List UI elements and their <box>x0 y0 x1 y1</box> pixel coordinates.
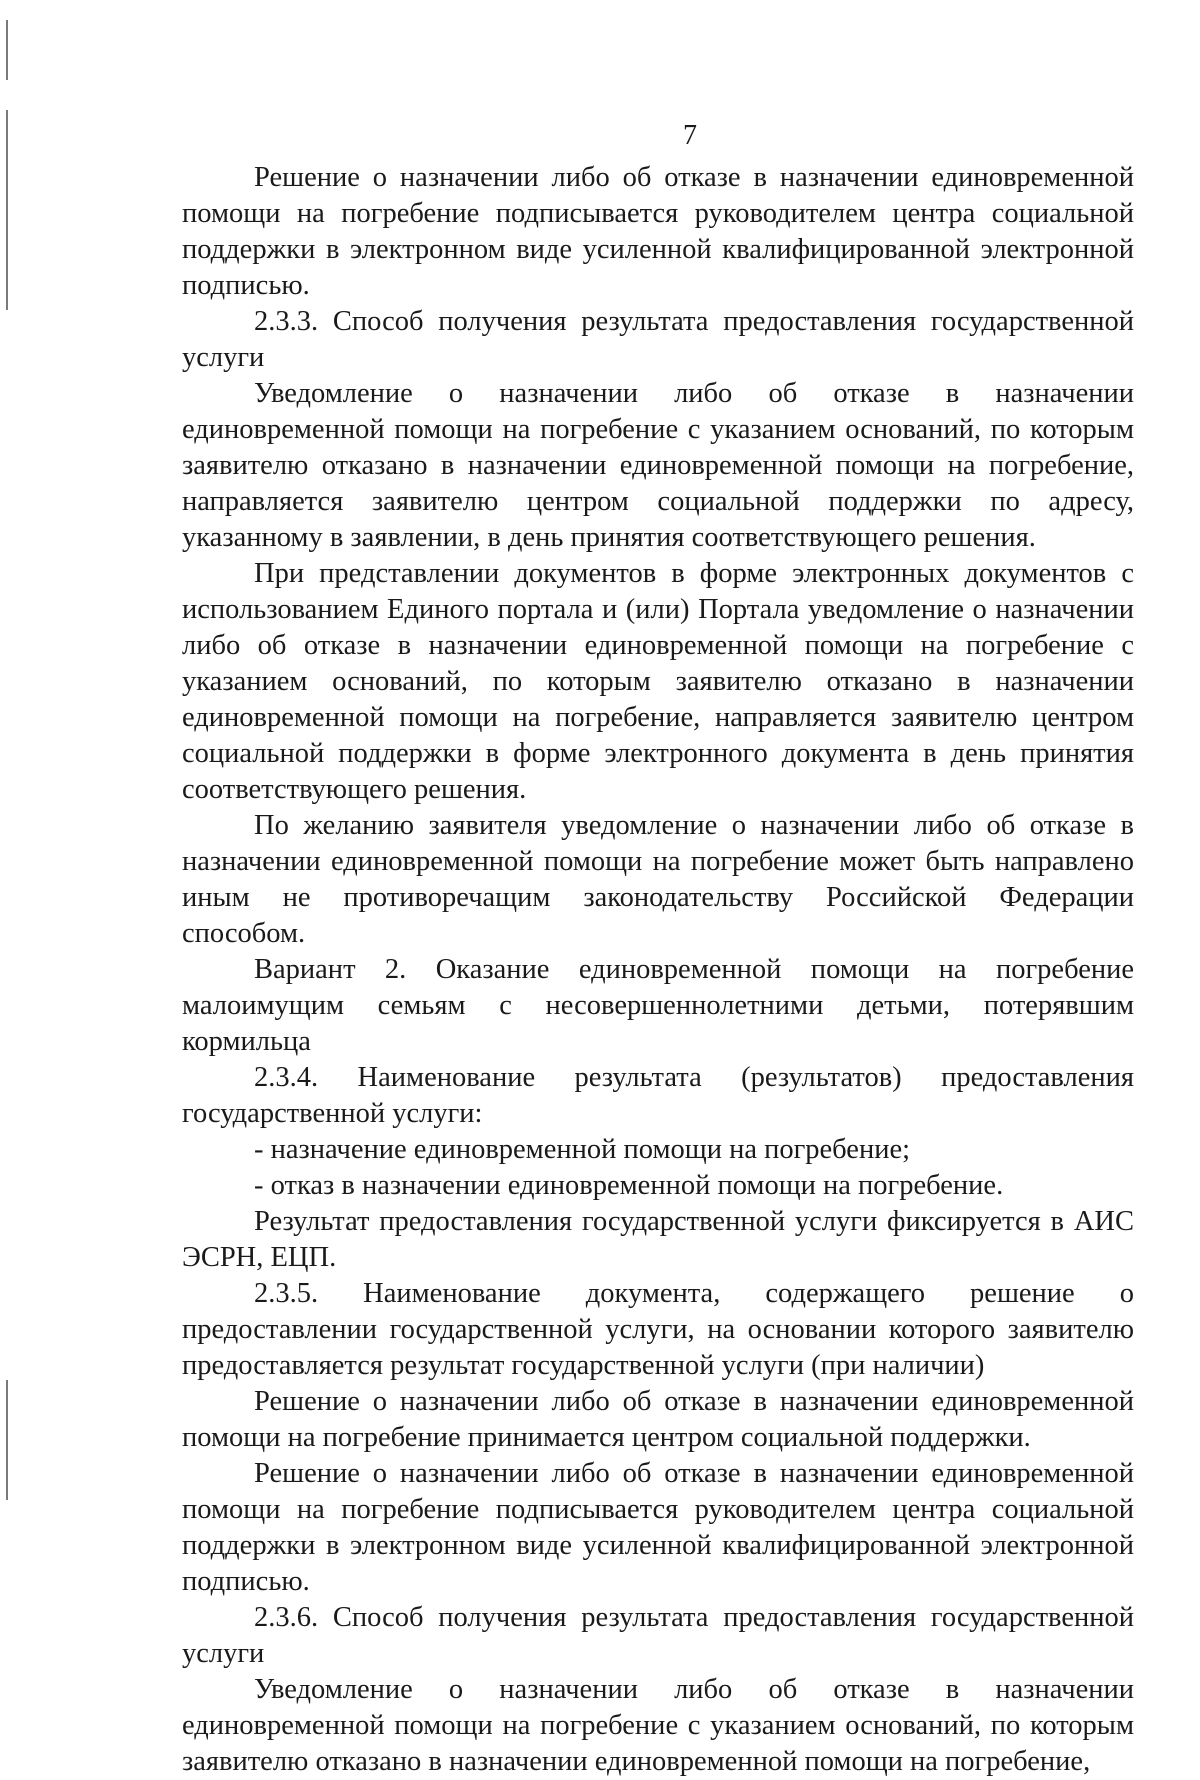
list-item: - отказ в назначении единовременной помощи на погребение. <box>254 1170 1004 1201</box>
paragraph: Результат предоставления государственной услуги фиксируется в АИС ЭСРН, ЕЦП. <box>182 1206 1134 1273</box>
paragraph: По желанию заявителя уведомление о назначении либо об отказе в назначении единовременной помощи на погребение может быть направлено иным не противоречащим законодательству Российской Федерации способом. <box>182 810 1134 949</box>
paragraph: Решение о назначении либо об отказе в назначении единовременной помощи на погребение принимается центром социальной поддержки. <box>182 1386 1134 1453</box>
section-heading: 2.3.6. Способ получения результата предоставления государственной услуги <box>182 1602 1134 1669</box>
document-body <box>182 160 1134 1780</box>
paragraph: Уведомление о назначении либо об отказе в назначении единовременной помощи на погребение с указанием оснований, по которым заявителю отказано в назначении единовременной помощи на погребение, направляется заявителю центром социальной поддержки по адресу, указанному в заявлении, в день принятия соответствующего решения. <box>182 378 1134 553</box>
section-heading: 2.3.4. Наименование результата (результатов) предоставления государственной услуги: <box>182 1062 1134 1129</box>
section-heading: 2.3.3. Способ получения результата предоставления государственной услуги <box>182 306 1134 373</box>
paragraph: При представлении документов в форме электронных документов с использованием Единого портала и (или) Портала уведомление о назначении либо об отказе в назначении единовременной помощи на погребение с указанием оснований, по которым заявителю отказано в назначении единовременной помощи на погребение, направляется заявителю центром социальной поддержки в форме электронного документа в день принятия соответствующего решения. <box>182 558 1134 805</box>
paragraph: Решение о назначении либо об отказе в назначении единовременной помощи на погребение подписывается руководителем центра социальной поддержки в электронном виде усиленной квалифицированной электронной подписью. <box>182 162 1134 301</box>
page-number: 7 <box>683 120 697 151</box>
scan-edge-mark <box>6 20 8 80</box>
list-item: - назначение единовременной помощи на погребение; <box>254 1134 911 1165</box>
scan-edge-mark <box>6 1380 8 1500</box>
paragraph: Решение о назначении либо об отказе в назначении единовременной помощи на погребение подписывается руководителем центра социальной поддержки в электронном виде усиленной квалифицированной электронной подписью. <box>182 1458 1134 1597</box>
paragraph: Уведомление о назначении либо об отказе в назначении единовременной помощи на погребение с указанием оснований, по которым заявителю отказано в назначении единовременной помощи на погребение, <box>182 1674 1134 1777</box>
section-heading: 2.3.5. Наименование документа, содержащего решение о предоставлении государственной услуги, на основании которого заявителю предоставляется результат государственной услуги (при наличии) <box>182 1278 1134 1381</box>
variant-heading: Вариант 2. Оказание единовременной помощи на погребение малоимущим семьям с несовершеннолетними детьми, потерявшим кормильца <box>182 954 1134 1057</box>
